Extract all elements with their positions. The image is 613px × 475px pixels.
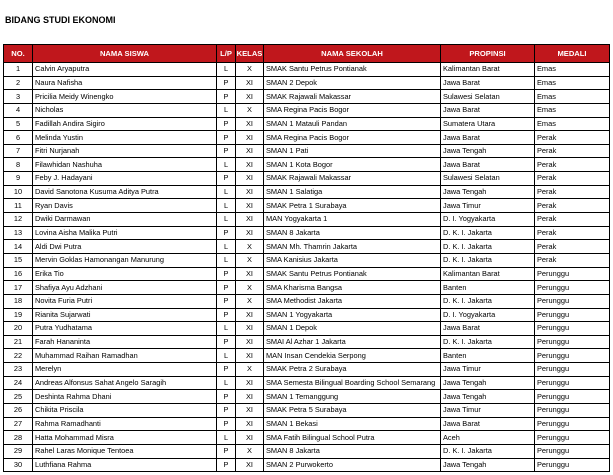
cell-propinsi: D. K. I. Jakarta <box>441 253 535 267</box>
cell-no: 23 <box>4 363 33 377</box>
header-nama-sekolah: NAMA SEKOLAH <box>264 45 441 63</box>
table-row <box>4 376 610 390</box>
cell-nama-sekolah: SMAN 8 Jakarta <box>264 226 441 240</box>
cell-medali: Perunggu <box>535 363 610 377</box>
cell-lp: P <box>217 404 236 418</box>
cell-nama-siswa: Mervin Goklas Hamonangan Manurung <box>33 253 217 267</box>
cell-no: 30 <box>4 458 33 472</box>
cell-kelas: XI <box>236 213 264 227</box>
cell-lp: L <box>217 63 236 77</box>
cell-lp: P <box>217 294 236 308</box>
table-row <box>4 144 610 158</box>
cell-medali: Emas <box>535 63 610 77</box>
cell-lp: P <box>217 76 236 90</box>
cell-kelas: XI <box>236 226 264 240</box>
cell-kelas: XI <box>236 431 264 445</box>
cell-medali: Emas <box>535 103 610 117</box>
cell-medali: Perak <box>535 199 610 213</box>
cell-lp: P <box>217 363 236 377</box>
cell-no: 27 <box>4 417 33 431</box>
cell-kelas: XI <box>236 76 264 90</box>
cell-nama-siswa: Lovina Aisha Malika Putri <box>33 226 217 240</box>
cell-lp: P <box>217 226 236 240</box>
cell-medali: Perak <box>535 185 610 199</box>
cell-no: 10 <box>4 185 33 199</box>
cell-no: 19 <box>4 308 33 322</box>
cell-propinsi: Kalimantan Barat <box>441 63 535 77</box>
table-row <box>4 281 610 295</box>
table-row <box>4 117 610 131</box>
cell-kelas: X <box>236 253 264 267</box>
cell-nama-siswa: Fadillah Andira Sigiro <box>33 117 217 131</box>
table-row <box>4 158 610 172</box>
table-row <box>4 458 610 472</box>
cell-no: 12 <box>4 213 33 227</box>
cell-nama-sekolah: SMAN Mh. Thamrin Jakarta <box>264 240 441 254</box>
cell-kelas: X <box>236 63 264 77</box>
cell-no: 18 <box>4 294 33 308</box>
cell-kelas: X <box>236 281 264 295</box>
cell-nama-sekolah: SMAK Petra 2 Surabaya <box>264 363 441 377</box>
table-row <box>4 349 610 363</box>
cell-medali: Perunggu <box>535 417 610 431</box>
table-row <box>4 431 610 445</box>
cell-nama-siswa: Rianita Sujarwati <box>33 308 217 322</box>
cell-medali: Perunggu <box>535 335 610 349</box>
cell-nama-siswa: Nicholas <box>33 103 217 117</box>
cell-medali: Perunggu <box>535 281 610 295</box>
cell-nama-sekolah: SMAN 1 Temanggung <box>264 390 441 404</box>
cell-propinsi: Jawa Tengah <box>441 185 535 199</box>
cell-propinsi: Jawa Tengah <box>441 144 535 158</box>
cell-nama-sekolah: SMA Fatih Bilingual School Putra <box>264 431 441 445</box>
cell-propinsi: Jawa Tengah <box>441 458 535 472</box>
cell-medali: Perunggu <box>535 458 610 472</box>
cell-lp: L <box>217 253 236 267</box>
cell-kelas: X <box>236 103 264 117</box>
table-row <box>4 363 610 377</box>
cell-propinsi: Kalimantan Barat <box>441 267 535 281</box>
cell-lp: P <box>217 444 236 458</box>
cell-lp: L <box>217 199 236 213</box>
header-kelas: KELAS <box>236 45 264 63</box>
table-row <box>4 185 610 199</box>
cell-nama-siswa: Andreas Alfonsus Sahat Angelo Saragih <box>33 376 217 390</box>
cell-nama-siswa: Dwiki Darmawan <box>33 213 217 227</box>
cell-nama-siswa: Pricilia Meidy Winengko <box>33 90 217 104</box>
table-row <box>4 390 610 404</box>
cell-nama-sekolah: SMA Regina Pacis Bogor <box>264 131 441 145</box>
cell-nama-sekolah: SMAK Santu Petrus Pontianak <box>264 267 441 281</box>
cell-propinsi: Jawa Tengah <box>441 390 535 404</box>
cell-medali: Perak <box>535 226 610 240</box>
cell-lp: L <box>217 376 236 390</box>
cell-medali: Perak <box>535 131 610 145</box>
cell-propinsi: Jawa Timur <box>441 363 535 377</box>
cell-no: 21 <box>4 335 33 349</box>
cell-kelas: XI <box>236 144 264 158</box>
cell-propinsi: D. K. I. Jakarta <box>441 226 535 240</box>
table-row <box>4 308 610 322</box>
cell-no: 5 <box>4 117 33 131</box>
cell-nama-siswa: Shafiya Ayu Adzhani <box>33 281 217 295</box>
cell-nama-sekolah: SMAN 1 Depok <box>264 322 441 336</box>
cell-lp: L <box>217 158 236 172</box>
cell-medali: Perunggu <box>535 404 610 418</box>
cell-propinsi: D. I. Yogyakarta <box>441 213 535 227</box>
table-row <box>4 90 610 104</box>
cell-nama-sekolah: SMAI Al Azhar 1 Jakarta <box>264 335 441 349</box>
cell-medali: Perunggu <box>535 267 610 281</box>
cell-nama-sekolah: SMAN 8 Jakarta <box>264 444 441 458</box>
table-row <box>4 213 610 227</box>
cell-nama-siswa: Rahel Laras Monique Tentoea <box>33 444 217 458</box>
cell-lp: L <box>217 103 236 117</box>
table-row <box>4 131 610 145</box>
cell-nama-sekolah: SMAN 1 Pati <box>264 144 441 158</box>
cell-lp: P <box>217 117 236 131</box>
cell-lp: P <box>217 90 236 104</box>
cell-no: 16 <box>4 267 33 281</box>
cell-nama-sekolah: SMA Kharisma Bangsa <box>264 281 441 295</box>
cell-no: 22 <box>4 349 33 363</box>
cell-kelas: XI <box>236 458 264 472</box>
cell-nama-siswa: David Sanotona Kusuma Aditya Putra <box>33 185 217 199</box>
cell-nama-siswa: Muhammad Raihan Ramadhan <box>33 349 217 363</box>
cell-medali: Perunggu <box>535 444 610 458</box>
cell-propinsi: Banten <box>441 349 535 363</box>
cell-no: 14 <box>4 240 33 254</box>
cell-propinsi: Jawa Barat <box>441 158 535 172</box>
cell-nama-siswa: Merelyn <box>33 363 217 377</box>
cell-lp: P <box>217 172 236 186</box>
table-row <box>4 103 610 117</box>
cell-lp: P <box>217 335 236 349</box>
cell-medali: Perunggu <box>535 294 610 308</box>
cell-medali: Perak <box>535 213 610 227</box>
cell-nama-sekolah: SMAN 1 Matauli Pandan <box>264 117 441 131</box>
cell-nama-siswa: Hatta Mohammad Misra <box>33 431 217 445</box>
cell-nama-siswa: Feby J. Hadayani <box>33 172 217 186</box>
cell-lp: L <box>217 185 236 199</box>
cell-no: 17 <box>4 281 33 295</box>
cell-medali: Perunggu <box>535 390 610 404</box>
table-row <box>4 417 610 431</box>
cell-medali: Perak <box>535 158 610 172</box>
header-lp: L/P <box>217 45 236 63</box>
table-row <box>4 199 610 213</box>
cell-propinsi: Jawa Timur <box>441 199 535 213</box>
cell-medali: Perak <box>535 240 610 254</box>
cell-propinsi: Aceh <box>441 431 535 445</box>
cell-nama-siswa: Naura Nafisha <box>33 76 217 90</box>
cell-kelas: X <box>236 363 264 377</box>
cell-propinsi: Jawa Timur <box>441 404 535 418</box>
cell-kelas: X <box>236 240 264 254</box>
cell-lp: P <box>217 458 236 472</box>
table-row <box>4 322 610 336</box>
cell-no: 11 <box>4 199 33 213</box>
cell-nama-sekolah: MAN Insan Cendekia Serpong <box>264 349 441 363</box>
cell-nama-siswa: Aldi Dwi Putra <box>33 240 217 254</box>
cell-nama-siswa: Deshinta Rahma Dhani <box>33 390 217 404</box>
cell-medali: Emas <box>535 117 610 131</box>
table-row <box>4 444 610 458</box>
cell-propinsi: Sulawesi Selatan <box>441 172 535 186</box>
cell-medali: Perak <box>535 144 610 158</box>
page-title: BIDANG STUDI EKONOMI <box>5 15 116 25</box>
cell-propinsi: Banten <box>441 281 535 295</box>
cell-medali: Perunggu <box>535 322 610 336</box>
cell-nama-sekolah: SMAN 1 Salatiga <box>264 185 441 199</box>
table-row <box>4 226 610 240</box>
cell-kelas: XI <box>236 308 264 322</box>
cell-propinsi: Jawa Barat <box>441 322 535 336</box>
cell-nama-sekolah: SMAK Rajawali Makassar <box>264 172 441 186</box>
table-row <box>4 267 610 281</box>
cell-nama-sekolah: SMAN 2 Purwokerto <box>264 458 441 472</box>
table-row <box>4 253 610 267</box>
cell-nama-sekolah: SMAK Petra 1 Surabaya <box>264 199 441 213</box>
cell-propinsi: D. K. I. Jakarta <box>441 335 535 349</box>
cell-lp: L <box>217 322 236 336</box>
cell-medali: Perunggu <box>535 308 610 322</box>
cell-propinsi: D. K. I. Jakarta <box>441 240 535 254</box>
cell-nama-siswa: Novita Furia Putri <box>33 294 217 308</box>
cell-nama-siswa: Fitri Nurjanah <box>33 144 217 158</box>
header-nama-siswa: NAMA SISWA <box>33 45 217 63</box>
cell-propinsi: Jawa Tengah <box>441 376 535 390</box>
cell-nama-sekolah: SMA Regina Pacis Bogor <box>264 103 441 117</box>
results-table <box>3 44 610 472</box>
cell-nama-sekolah: SMAK Santu Petrus Pontianak <box>264 63 441 77</box>
header-propinsi: PROPINSI <box>441 45 535 63</box>
cell-kelas: XI <box>236 172 264 186</box>
cell-medali: Perunggu <box>535 349 610 363</box>
cell-nama-sekolah: SMAK Petra 5 Surabaya <box>264 404 441 418</box>
cell-lp: P <box>217 308 236 322</box>
cell-nama-sekolah: SMAN 1 Kota Bogor <box>264 158 441 172</box>
cell-no: 3 <box>4 90 33 104</box>
cell-kelas: X <box>236 444 264 458</box>
cell-kelas: X <box>236 294 264 308</box>
cell-nama-sekolah: SMAN 1 Yogyakarta <box>264 308 441 322</box>
cell-nama-sekolah: SMAK Rajawali Makassar <box>264 90 441 104</box>
cell-propinsi: Sumatera Utara <box>441 117 535 131</box>
cell-medali: Perak <box>535 172 610 186</box>
cell-medali: Perunggu <box>535 376 610 390</box>
cell-kelas: XI <box>236 349 264 363</box>
table-row <box>4 76 610 90</box>
cell-lp: L <box>217 431 236 445</box>
cell-propinsi: Jawa Barat <box>441 103 535 117</box>
cell-nama-siswa: Rahma Ramadhanti <box>33 417 217 431</box>
cell-lp: L <box>217 213 236 227</box>
cell-no: 7 <box>4 144 33 158</box>
table-row <box>4 294 610 308</box>
cell-propinsi: Jawa Barat <box>441 417 535 431</box>
cell-kelas: XI <box>236 376 264 390</box>
cell-no: 8 <box>4 158 33 172</box>
cell-medali: Emas <box>535 76 610 90</box>
table-row <box>4 404 610 418</box>
cell-nama-siswa: Putra Yudhatama <box>33 322 217 336</box>
header-medali: MEDALI <box>535 45 610 63</box>
cell-lp: P <box>217 417 236 431</box>
cell-propinsi: D. I. Yogyakarta <box>441 308 535 322</box>
cell-kelas: XI <box>236 267 264 281</box>
cell-nama-siswa: Filawhidan Nashuha <box>33 158 217 172</box>
cell-no: 15 <box>4 253 33 267</box>
cell-nama-sekolah: SMA Kanisius Jakarta <box>264 253 441 267</box>
cell-no: 9 <box>4 172 33 186</box>
cell-propinsi: D. K. I. Jakarta <box>441 444 535 458</box>
cell-kelas: XI <box>236 158 264 172</box>
cell-medali: Perak <box>535 253 610 267</box>
cell-propinsi: Jawa Barat <box>441 76 535 90</box>
table-header-row <box>4 45 610 63</box>
cell-no: 2 <box>4 76 33 90</box>
cell-medali: Perunggu <box>535 431 610 445</box>
table-row <box>4 172 610 186</box>
cell-no: 29 <box>4 444 33 458</box>
cell-nama-siswa: Luthfiana Rahma <box>33 458 217 472</box>
cell-no: 20 <box>4 322 33 336</box>
cell-no: 26 <box>4 404 33 418</box>
cell-no: 1 <box>4 63 33 77</box>
cell-no: 28 <box>4 431 33 445</box>
cell-kelas: XI <box>236 131 264 145</box>
cell-nama-siswa: Melinda Yustin <box>33 131 217 145</box>
cell-propinsi: Sulawesi Selatan <box>441 90 535 104</box>
cell-nama-siswa: Calvin Aryaputra <box>33 63 217 77</box>
cell-kelas: XI <box>236 90 264 104</box>
table-row <box>4 240 610 254</box>
cell-kelas: XI <box>236 417 264 431</box>
cell-propinsi: Jawa Barat <box>441 131 535 145</box>
cell-lp: P <box>217 267 236 281</box>
cell-nama-sekolah: SMA Methodist Jakarta <box>264 294 441 308</box>
cell-kelas: XI <box>236 390 264 404</box>
cell-lp: L <box>217 349 236 363</box>
cell-lp: P <box>217 144 236 158</box>
header-no: NO. <box>4 45 33 63</box>
cell-nama-sekolah: MAN Yogyakarta 1 <box>264 213 441 227</box>
cell-no: 13 <box>4 226 33 240</box>
table-row <box>4 335 610 349</box>
cell-lp: P <box>217 281 236 295</box>
cell-propinsi: D. K. I. Jakarta <box>441 294 535 308</box>
cell-lp: L <box>217 240 236 254</box>
cell-nama-siswa: Ryan Davis <box>33 199 217 213</box>
cell-nama-siswa: Farah Hananinta <box>33 335 217 349</box>
cell-nama-siswa: Erika Tio <box>33 267 217 281</box>
cell-kelas: XI <box>236 322 264 336</box>
table-body <box>4 63 610 472</box>
cell-kelas: XI <box>236 335 264 349</box>
cell-kelas: XI <box>236 404 264 418</box>
cell-lp: P <box>217 390 236 404</box>
table-row <box>4 63 610 77</box>
cell-nama-sekolah: SMA Semesta Bilingual Boarding School Semarang <box>264 376 441 390</box>
cell-kelas: XI <box>236 185 264 199</box>
cell-no: 24 <box>4 376 33 390</box>
cell-kelas: XI <box>236 199 264 213</box>
cell-nama-sekolah: SMAN 2 Depok <box>264 76 441 90</box>
cell-no: 25 <box>4 390 33 404</box>
cell-lp: P <box>217 131 236 145</box>
cell-medali: Emas <box>535 90 610 104</box>
cell-no: 6 <box>4 131 33 145</box>
cell-kelas: XI <box>236 117 264 131</box>
cell-nama-sekolah: SMAN 1 Bekasi <box>264 417 441 431</box>
cell-nama-siswa: Chikita Priscila <box>33 404 217 418</box>
cell-no: 4 <box>4 103 33 117</box>
